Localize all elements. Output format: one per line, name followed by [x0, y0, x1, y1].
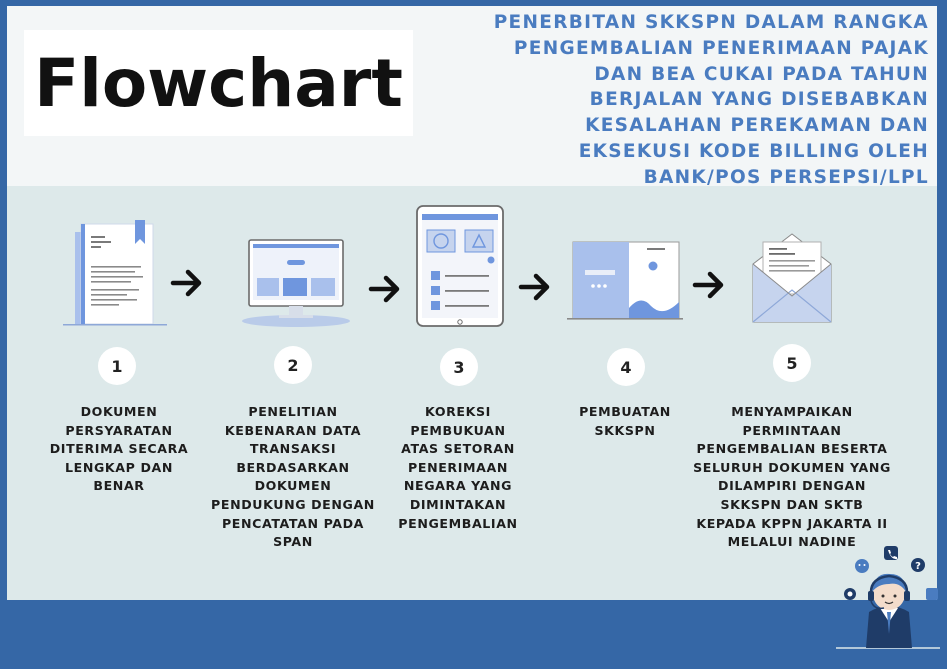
flowchart-panel: [7, 6, 937, 600]
title-line: EKSEKUSI KODE BILLING OLEH: [578, 140, 929, 162]
step-line: KEPADA KPPN JAKARTA II: [696, 515, 888, 531]
web-page-icon: [567, 236, 683, 326]
monitor-icon: [241, 238, 351, 328]
step-line: DOKUMEN: [254, 478, 332, 494]
step-line: KEBENARAN DATA: [224, 422, 362, 438]
step-line: PENERIMAAN: [408, 459, 508, 475]
tablet-icon: [415, 204, 505, 328]
step-line: NEGARA YANG: [403, 478, 513, 494]
arrow-right-icon: [169, 268, 205, 298]
title-line: BERJALAN YANG DISEBABKAN: [589, 89, 929, 111]
step-line: PENCATATAN PADA: [221, 515, 365, 531]
step-line: LENGKAP DAN: [65, 459, 173, 475]
step-line: SKKSPN DAN SKTB: [720, 496, 864, 512]
arrow-right-icon: [367, 274, 403, 304]
step-description: [561, 403, 689, 440]
title-line: PENERBITAN SKKSPN DALAM RANGKA: [493, 12, 929, 33]
step-line: DITERIMA SECARA: [49, 441, 189, 457]
step-line: BERDASARKAN: [236, 459, 350, 475]
step-line: PEMBUATAN: [579, 404, 671, 419]
step-description: [201, 403, 385, 552]
envelope-icon: [747, 220, 837, 324]
step-line: SPAN: [273, 534, 313, 550]
step-line: ATAS SETORAN: [401, 441, 515, 457]
step-line: SELURUH DOKUMEN YANG: [693, 459, 891, 475]
step-number: 4: [607, 348, 645, 386]
step-description: [35, 403, 203, 496]
svg-text:?: ?: [915, 561, 921, 572]
step-line: DIMINTAKAN: [409, 496, 507, 512]
page-title: [467, 10, 929, 191]
step-line: KOREKSI: [425, 404, 491, 419]
step-description: [388, 403, 528, 533]
title-line: BANK/POS PERSEPSI/LPL: [643, 166, 929, 188]
step-line: PERMINTAAN: [742, 422, 842, 438]
step-line: PENDUKUNG DENGAN: [211, 496, 375, 512]
title-line: DAN BEA CUKAI PADA TAHUN: [594, 63, 929, 85]
logo-box: [24, 30, 413, 136]
step-line: DILAMPIRI DENGAN: [718, 478, 866, 494]
step-line: TRANSAKSI: [249, 441, 337, 457]
step-line: PENGEMBALIAN BESERTA: [696, 441, 888, 457]
title-line: KESALAHAN PEREKAMAN DAN: [585, 115, 929, 137]
step-line: BENAR: [93, 478, 145, 494]
step-number: 5: [773, 344, 811, 382]
step-line: SKKSPN: [594, 422, 656, 438]
step-description: [687, 403, 897, 552]
document-icon: [63, 216, 167, 326]
step-line: MELALUI NADINE: [727, 534, 857, 550]
arrow-right-icon: [691, 270, 727, 300]
step-number: 2: [274, 346, 312, 384]
customer-service-agent-icon: [834, 538, 944, 652]
step-number: 1: [98, 347, 136, 385]
step-line: PENGEMBALIAN: [398, 515, 518, 531]
step-line: PENELITIAN: [248, 404, 338, 419]
header-band: [7, 6, 937, 186]
step-line: DOKUMEN: [80, 404, 158, 419]
step-line: PEMBUKUAN: [410, 422, 506, 438]
step-line: PERSYARATAN: [65, 422, 173, 438]
step-number: 3: [440, 348, 478, 386]
step-line: MENYAMPAIKAN: [731, 404, 853, 419]
arrow-right-icon: [517, 272, 553, 302]
logo-text: Flowchart: [34, 44, 403, 122]
title-line: PENGEMBALIAN PENERIMAAN PAJAK: [513, 37, 929, 59]
